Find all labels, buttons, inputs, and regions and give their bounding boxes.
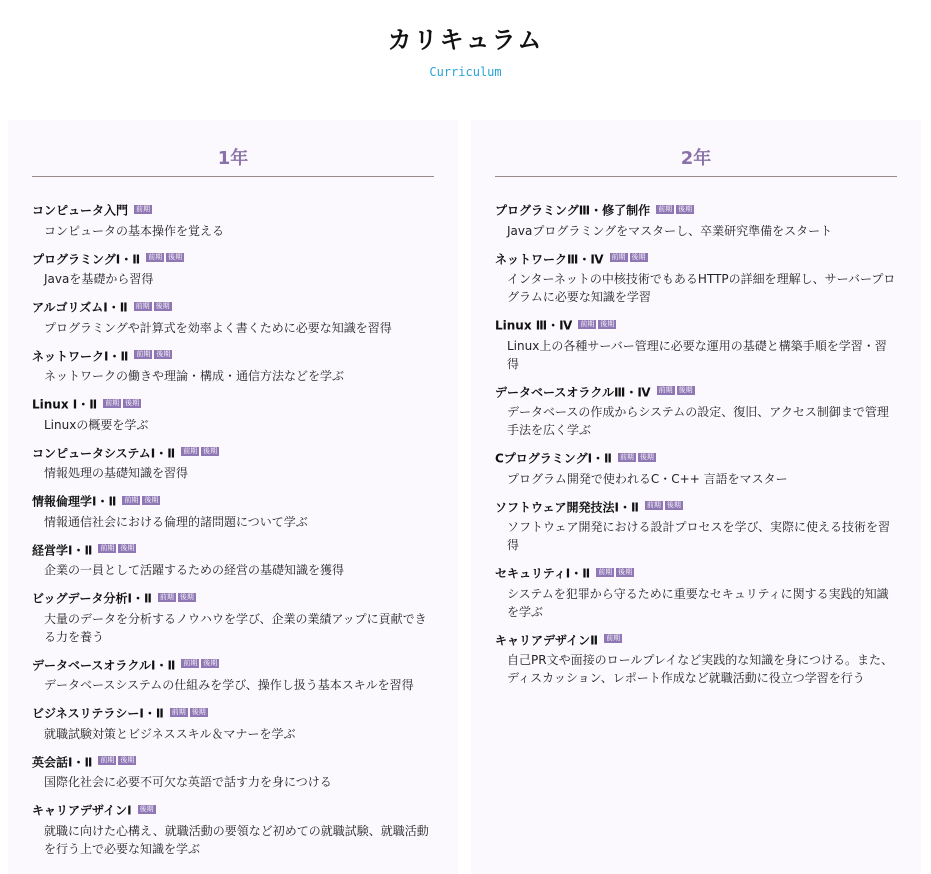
term-badge: 後期	[139, 804, 154, 813]
course-description: 情報通信社会における倫理的諸問題について学ぶ	[44, 514, 308, 529]
course-description: プログラミングや計算式を効率よく書くために必要な知識を習得	[44, 320, 392, 335]
term-badge: 前期	[171, 707, 186, 716]
course-description: Linuxの概要を学ぶ	[44, 417, 149, 432]
course-description: Javaを基礎から習得	[44, 272, 154, 286]
course-name: ビジネスリテラシーⅠ・Ⅱ	[32, 706, 164, 721]
term-badge: 後期	[631, 253, 646, 261]
course-description: システムを犯罪から守るために重要なセキュリティに関する実践的知識を学ぶ	[507, 586, 889, 619]
course-title	[495, 565, 897, 582]
course-description: ネットワークの働きや理論・構成・通信方法などを学ぶ	[44, 369, 345, 383]
course-item	[495, 450, 897, 488]
year-heading: 1年	[217, 148, 249, 169]
term-badge: 後期	[156, 350, 171, 358]
course-description: 企業の一員として活躍するための経営の基礎知識を獲得	[44, 563, 345, 577]
course-description: コンピュータの基本操作を覚える	[44, 223, 225, 238]
course-title	[495, 450, 897, 467]
term-badge: 前期	[611, 253, 626, 261]
term-badge: 後期	[120, 756, 135, 764]
term-badge: 前期	[646, 501, 661, 509]
course-item	[32, 202, 434, 240]
course-description: データベースの作成からシステムの設定、復旧、アクセス制御まで管理手法を広く学ぶ	[507, 405, 889, 437]
course-item	[32, 754, 434, 792]
course-description: 就職試験対策とビジネススキル＆マナーを学ぶ	[44, 726, 296, 741]
term-badges	[610, 251, 650, 267]
course-title	[32, 251, 434, 268]
term-badges	[134, 348, 174, 364]
term-badge: 後期	[203, 659, 218, 667]
course-item	[495, 565, 897, 621]
term-badges	[103, 397, 143, 413]
term-badges	[138, 803, 158, 819]
course-item	[32, 802, 434, 858]
course-item	[495, 632, 897, 688]
course-title	[32, 348, 434, 365]
course-item	[32, 299, 434, 337]
course-title	[32, 445, 434, 462]
term-badges	[618, 451, 658, 467]
term-badges	[657, 384, 697, 400]
term-badge: 後期	[618, 567, 633, 576]
course-title	[32, 202, 434, 219]
course-item	[32, 348, 434, 386]
course-item	[32, 396, 434, 434]
course-title	[32, 705, 434, 722]
term-badge: 後期	[155, 301, 170, 310]
course-description: Linux上の各種サーバー管理に必要な運用の基礎と構築手順を学習・習得	[507, 338, 887, 371]
term-badge: 後期	[191, 707, 206, 716]
course-name: データベースオラクルⅠ・Ⅱ	[32, 658, 176, 672]
term-badges	[146, 251, 186, 267]
course-description: データベースシステムの仕組みを学び、操作し扱う基本スキルを習得	[44, 678, 414, 692]
course-name: Linux Ⅰ・Ⅱ	[32, 397, 98, 412]
term-badge: 前期	[100, 544, 115, 552]
course-name: 経営学Ⅰ・Ⅱ	[32, 543, 93, 557]
year-1-panel	[8, 120, 458, 874]
course-description: ソフトウェア開発における設計プロセスを学び、実際に使える技術を習得	[507, 520, 891, 552]
term-badge: 後期	[125, 398, 140, 407]
year-2-panel	[471, 120, 921, 874]
course-title	[495, 632, 897, 649]
course-name: キャリアデザインⅡ	[495, 633, 599, 647]
term-badge: 後期	[179, 592, 194, 601]
term-badge: 後期	[203, 447, 218, 455]
term-badge: 前期	[598, 567, 613, 576]
term-badge: 前期	[148, 253, 163, 261]
term-badge: 後期	[678, 386, 693, 394]
course-item	[32, 590, 434, 646]
course-title	[495, 499, 897, 516]
page-title: カリキュラム	[387, 26, 544, 54]
course-title	[495, 384, 897, 401]
term-badge: 前期	[183, 659, 198, 667]
term-badge: 後期	[639, 452, 654, 461]
page-header	[0, 24, 931, 80]
term-badge: 前期	[124, 495, 139, 504]
course-item	[495, 202, 897, 240]
term-badge: 後期	[678, 204, 693, 213]
term-badge: 前期	[159, 592, 174, 601]
term-badge: 前期	[580, 319, 595, 328]
term-badges	[98, 754, 138, 770]
course-description: 就職に向けた心構え、就職活動の要領など初めての就職試験、就職活動を行う上で必要な知識を学ぶ	[44, 823, 429, 856]
course-name: キャリアデザインⅠ	[32, 803, 132, 818]
term-badges	[98, 542, 138, 558]
course-description: 自己PR文や面接のロールプレイなど実践的な知識を身につける。また、ディスカッション、レポート作成など就職活動に役立つ学習を行う	[507, 653, 894, 685]
course-name: ネットワークⅢ・Ⅳ	[495, 252, 604, 266]
course-title	[32, 802, 434, 819]
term-badge: 前期	[136, 204, 151, 213]
term-badge: 前期	[606, 634, 621, 642]
term-badge: 後期	[168, 253, 183, 261]
course-name: Linux Ⅲ・Ⅳ	[495, 318, 573, 333]
term-badges	[158, 591, 198, 607]
course-name: データベースオラクルⅢ・Ⅳ	[495, 385, 651, 399]
term-badges	[596, 566, 636, 582]
course-item	[495, 384, 897, 440]
term-badge: 前期	[183, 447, 198, 455]
divider	[495, 176, 897, 177]
course-item	[32, 445, 434, 483]
course-item	[32, 493, 434, 531]
course-title	[32, 299, 434, 316]
term-badges	[134, 300, 174, 316]
course-name: 情報倫理学Ⅰ・Ⅱ	[32, 494, 117, 509]
course-title	[32, 493, 434, 510]
course-name: 英会話Ⅰ・Ⅱ	[32, 755, 93, 769]
page-subtitle: Curriculum	[429, 65, 502, 79]
course-name: ネットワークⅠ・Ⅱ	[32, 349, 129, 363]
term-badge: 前期	[619, 452, 634, 461]
term-badges	[134, 203, 154, 219]
course-item	[32, 251, 434, 289]
term-badges	[181, 657, 221, 673]
term-badges	[604, 632, 624, 648]
course-item	[32, 542, 434, 580]
term-badge: 後期	[120, 544, 135, 552]
course-description: インターネットの中核技術でもあるHTTPの詳細を理解し、サーバープログラムに必要な知識を学習	[507, 272, 896, 304]
course-description: Javaプログラミングをマスターし、卒業研究準備をスタート	[507, 223, 833, 238]
course-list	[495, 202, 897, 698]
term-badge: 前期	[135, 301, 150, 310]
course-name: プログラミングⅠ・Ⅱ	[32, 252, 141, 266]
course-name: ソフトウェア開発技法Ⅰ・Ⅱ	[495, 500, 639, 514]
term-badge: 前期	[658, 386, 673, 394]
year-heading: 2年	[680, 148, 712, 169]
term-badges	[181, 445, 221, 461]
term-badge: 前期	[136, 350, 151, 358]
course-name: ビッグデータ分析Ⅰ・Ⅱ	[32, 591, 152, 606]
course-title	[32, 590, 434, 607]
term-badges	[656, 203, 696, 219]
term-badge: 後期	[144, 495, 159, 504]
course-item	[495, 317, 897, 373]
course-description: プログラム開発で使われるC・C++ 言語をマスター	[507, 471, 788, 486]
term-badges	[170, 706, 210, 722]
term-badges	[645, 499, 685, 515]
term-badge: 後期	[600, 319, 615, 328]
term-badges	[578, 318, 618, 334]
course-title	[32, 754, 434, 771]
course-item	[32, 657, 434, 695]
term-badge: 前期	[105, 398, 120, 407]
course-description: 国際化社会に必要不可欠な英語で話す力を身につける	[44, 775, 332, 789]
term-badge: 後期	[666, 501, 681, 509]
course-title	[495, 202, 897, 219]
course-name: コンピュータシステムⅠ・Ⅱ	[32, 446, 176, 460]
course-title	[32, 657, 434, 674]
course-item	[495, 499, 897, 555]
course-name: アルゴリズムⅠ・Ⅱ	[32, 300, 128, 315]
course-title	[495, 317, 897, 334]
course-title	[32, 542, 434, 559]
course-item	[495, 251, 897, 307]
course-name: CプログラミングⅠ・Ⅱ	[495, 451, 612, 466]
course-item	[32, 705, 434, 743]
course-name: コンピュータ入門	[32, 203, 129, 218]
course-title	[495, 251, 897, 268]
course-description: 情報処理の基礎知識を習得	[44, 466, 189, 480]
course-list	[32, 202, 434, 869]
divider	[32, 176, 434, 177]
course-name: プログラミングⅢ・修了制作	[495, 203, 651, 218]
course-description: 大量のデータを分析するノウハウを学び、企業の業績アップに貢献できる力を養う	[44, 611, 427, 644]
term-badge: 前期	[658, 204, 673, 213]
term-badge: 前期	[100, 756, 115, 764]
course-title	[32, 396, 434, 413]
course-name: セキュリティⅠ・Ⅱ	[495, 566, 591, 581]
term-badges	[122, 494, 162, 510]
